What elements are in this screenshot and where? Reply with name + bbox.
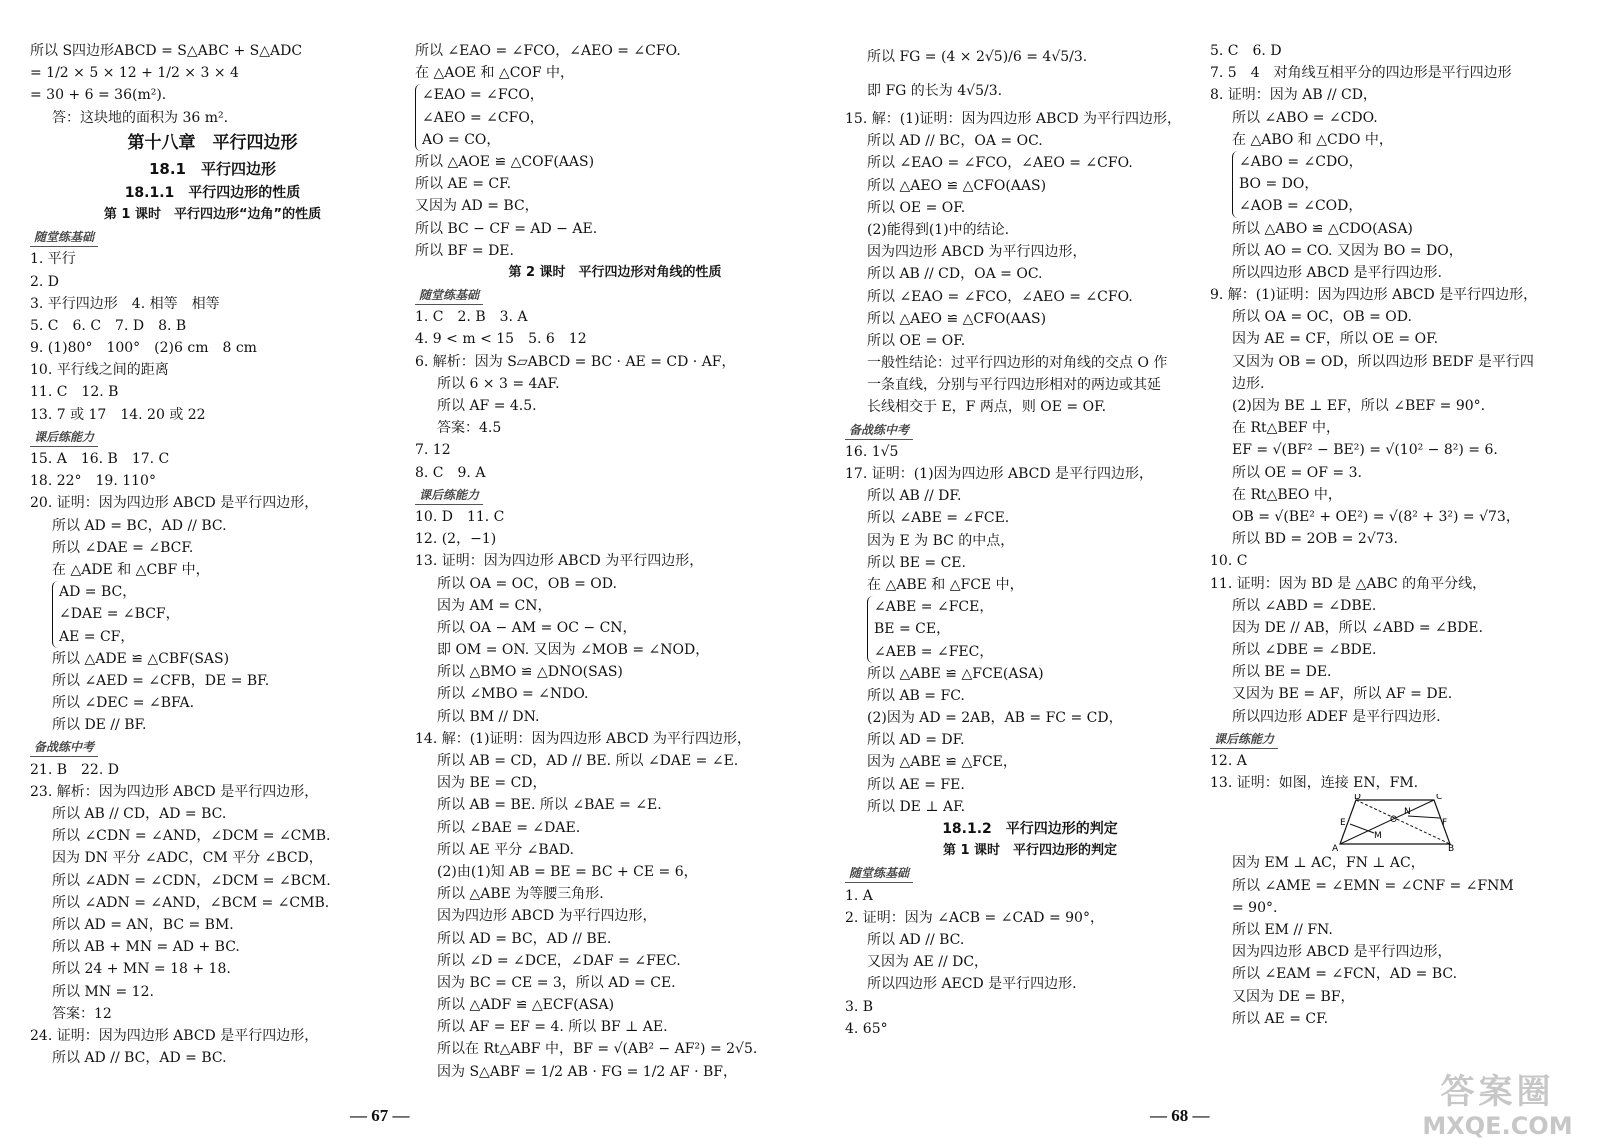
text-line: EF = √(BF² − BE²) = √(10² − 8²) = 6. <box>1232 442 1498 459</box>
text-line: 15. 解：(1)证明：因为四边形 ABCD 为平行四边形， <box>845 111 1182 127</box>
page-number-68: — 68 — <box>1150 1106 1210 1125</box>
text-line: 所以 S四边形ABCD = S△ABC + S△ADC <box>30 43 303 59</box>
text-line: 10. D 11. C <box>415 508 505 525</box>
text-line: 24. 证明：因为四边形 ABCD 是平行四边形， <box>30 1027 319 1044</box>
text-line: 因为四边形 ABCD 为平行四边形， <box>437 908 657 925</box>
text-line: 13. 证明：如图，连接 EN，FM. <box>1210 775 1419 792</box>
text-line: 又因为 BE = AF，所以 AF = DE. <box>1232 686 1453 703</box>
answer-list <box>30 248 395 426</box>
label-c: C <box>1436 794 1443 803</box>
text-line: 4. 9 < m < 15 5. 6 12 <box>415 331 587 348</box>
answer-list <box>30 759 395 1070</box>
label-f: F <box>1442 818 1448 829</box>
band-label: 课后练能力 <box>30 428 98 447</box>
text-line: 所以 DE ⊥ AF. <box>867 798 966 815</box>
text-line: 所以 OE = OF. <box>867 332 966 349</box>
text-line: 所以 BC − CF = AD − AE. <box>415 220 598 237</box>
section-title: 18.1 平行四边形 <box>148 159 276 178</box>
text-line: 16. 1√5 <box>845 443 899 460</box>
label-a: A <box>1332 844 1339 853</box>
text-line: 所以 BF = DE. <box>415 242 514 259</box>
label-d: D <box>1354 794 1361 803</box>
text-line: 所以 AD = AN，BC = BM. <box>52 916 234 933</box>
text-line: 9. (1)80° 100° (2)6 cm 8 cm <box>30 340 257 357</box>
text-line: 所以 △ABE ≌ △FCE(ASA) <box>867 665 1044 682</box>
text-line: 因为 BE = CD， <box>437 775 547 792</box>
text-line: 所以 ∠ABD = ∠DBE. <box>1232 597 1377 614</box>
text-line: 12. A <box>1210 753 1247 769</box>
text-line: 所以 OA = OC，OB = OD. <box>1232 309 1412 326</box>
text-line: 长线相交于 E，F 两点，则 OE = OF. <box>867 399 1107 416</box>
text-line: 又因为 AD = BC， <box>415 198 539 215</box>
text-line: 11. C 12. B <box>30 384 119 401</box>
band-label: 随堂练基础 <box>30 228 98 247</box>
text-line: 9. 解：(1)证明：因为四边形 ABCD 是平行四边形， <box>1210 287 1538 304</box>
label-e: E <box>1340 818 1346 829</box>
text-line: ∠AOB = ∠COD， <box>1239 198 1363 215</box>
text-line: 因为 AM = CN， <box>437 597 552 614</box>
text-line: 所以 ∠ADN = ∠AND，∠BCM = ∠CMB. <box>52 894 330 911</box>
text-line: 所以四边形 ABCD 是平行四边形. <box>1232 264 1442 281</box>
text-line: 所以 ∠ABO = ∠CDO. <box>1232 109 1378 126</box>
text-line: 在 △ABE 和 △FCE 中， <box>867 576 1024 593</box>
text-line: 因为四边形 ABCD 是平行四边形， <box>1232 944 1452 961</box>
text-line: = 30 + 6 = 36(m²). <box>30 87 167 104</box>
text-line: 3. B <box>845 998 874 1015</box>
text-line: 所以 OE = OF = 3. <box>1232 464 1362 481</box>
answer-list <box>415 151 815 262</box>
text-line: 8. C 9. A <box>415 464 486 481</box>
text-line: 14. 解：(1)证明：因为四边形 ABCD 为平行四边形， <box>415 730 752 747</box>
text-line: 又因为 DE = BF， <box>1232 988 1355 1005</box>
text-line: 因为 BC = CE = 3，所以 AD = CE. <box>437 974 676 991</box>
text-line: 所以 △BMO ≌ △DNO(SAS) <box>437 664 623 681</box>
answer-list <box>415 40 815 84</box>
text-line: 所以 AE = FE. <box>867 776 965 793</box>
text-line: ∠DAE = ∠BCF， <box>59 606 180 623</box>
text-line: 18. 22° 19. 110° <box>30 473 156 490</box>
text-line: 所以 DE // BF. <box>52 717 147 734</box>
text-line: 所以 AD // BC. <box>867 931 965 948</box>
text-line: 所以四边形 ADEF 是平行四边形. <box>1232 708 1441 725</box>
text-line: (2)由(1)知 AB = BE = BC + CE = 6， <box>437 863 698 880</box>
text-line: 所以 OE = OF. <box>867 199 966 216</box>
text-line: 一条直线，分别与平行四边形相对的两边或其延 <box>867 377 1161 394</box>
watermark-line2: MXQE.COM <box>1422 1112 1573 1140</box>
section-title: 18.1.2 平行四边形的判定 <box>942 821 1118 837</box>
segment-fn <box>1408 816 1440 818</box>
page68-column-left <box>845 40 1215 1040</box>
text-line: 所以 AF = 4.5. <box>437 398 537 414</box>
lesson-title: 第 1 课时 平行四边形的判定 <box>942 843 1118 859</box>
band-label: 备战练中考 <box>30 738 98 757</box>
page68-column-right <box>1210 40 1580 1030</box>
label-m: M <box>1374 831 1382 842</box>
text-line: 所以 BM // DN. <box>437 708 540 725</box>
text-line: = 90°. <box>1232 899 1278 916</box>
answer-list <box>30 648 395 737</box>
text-line: 所以 ∠ADN = ∠CDN，∠DCM = ∠BCM. <box>52 872 331 889</box>
text-line: 在 Rt△BEO 中， <box>1232 486 1342 503</box>
text-line: 边形. <box>1232 375 1265 392</box>
text-line: 所以 BE = CE. <box>867 554 966 571</box>
segment-em <box>1350 824 1374 833</box>
text-line: 15. A 16. B 17. C <box>30 451 170 467</box>
text-line: ∠EAO = ∠FCO， <box>422 87 544 104</box>
text-line: 所以 AB // CD，OA = OC. <box>867 266 1043 283</box>
condition-brace <box>867 596 1215 663</box>
label-o: O <box>1390 815 1398 826</box>
text-line: 7. 5 4 对角线互相平分的四边形是平行四边形 <box>1210 65 1512 82</box>
text-line: 所以 AE = CF. <box>415 176 512 193</box>
text-line: 所以 ∠D = ∠DCE，∠DAF = ∠FEC. <box>437 952 681 969</box>
text-line: 所以 AB + MN = AD + BC. <box>52 939 240 956</box>
text-line: ∠ABO = ∠CDO， <box>1239 153 1363 170</box>
text-line: 7. 12 <box>415 442 451 459</box>
text-line: 所以 ∠MBO = ∠NDO. <box>437 686 589 703</box>
text-line: 5. C 6. D <box>1210 43 1282 59</box>
text-line: 所以 ∠CDN = ∠AND，∠DCM = ∠CMB. <box>52 828 331 845</box>
text-line: 11. 证明：因为 BD 是 △ABC 的角平分线， <box>1210 575 1487 592</box>
text-line: 6. 解析：因为 S▱ABCD = BC · AE = CD · AF， <box>415 353 736 370</box>
text-line: 20. 证明：因为四边形 ABCD 是平行四边形， <box>30 495 319 512</box>
text-line: 所以 AE = CF. <box>1232 1010 1329 1027</box>
text-line: 所以 ∠DAE = ∠BCF. <box>52 539 194 556</box>
text-line: 所以 OA − AM = OC − CN， <box>437 619 637 636</box>
text-line: 所以 ∠EAO = ∠FCO，∠AEO = ∠CFO. <box>867 288 1133 305</box>
text-line: 一般性结论：过平行四边形的对角线的交点 O 作 <box>867 355 1168 372</box>
page-number-value: 67 <box>371 1106 389 1125</box>
text-line: 答案：4.5 <box>437 420 502 437</box>
watermark-logo <box>1405 1072 1590 1142</box>
text-line: 所以 ∠EAO = ∠FCO，∠AEO = ∠CFO. <box>867 155 1133 172</box>
text-line: 所以 △ADE ≌ △CBF(SAS) <box>52 650 230 667</box>
text-line: 答：这块地的面积为 36 m². <box>52 109 229 126</box>
answer-list <box>1210 40 1580 151</box>
page-number-value: 68 <box>1171 1106 1189 1125</box>
text-line: 23. 解析：因为四边形 ABCD 是平行四边形， <box>30 783 319 800</box>
answer-list <box>1210 218 1580 728</box>
text-line: 所以 △AEO ≌ △CFO(AAS) <box>867 177 1047 194</box>
text-line: 10. C <box>1210 553 1248 570</box>
text-line: 因为 S△ABF = 1/2 AB · FG = 1/2 AF · BF， <box>437 1063 737 1080</box>
answer-list <box>1210 750 1580 794</box>
text-line: BO = DO， <box>1239 176 1319 193</box>
condition-brace <box>415 84 815 151</box>
text-line: 所以 △ADF ≌ △ECF(ASA) <box>437 997 615 1014</box>
band-label: 随堂练基础 <box>415 286 483 305</box>
text-line: 所以 △ABO ≌ △CDO(ASA) <box>1232 220 1413 237</box>
text-line: 所以 AB // CD，AD = BC. <box>52 806 227 822</box>
text-line: 在 △AOE 和 △COF 中， <box>415 65 575 82</box>
answer-list <box>845 40 1215 419</box>
text-line: 所以 ∠BAE = ∠DAE. <box>437 819 581 836</box>
text-line: 17. 证明：(1)因为四边形 ABCD 是平行四边形， <box>845 466 1154 482</box>
parallelogram-diagram <box>1330 794 1460 852</box>
text-line: 答案：12 <box>52 1005 112 1022</box>
text-line: 所以 ∠EAM = ∠FCN，AD = BC. <box>1232 966 1458 983</box>
text-line: OB = √(BE² + OE²) = √(8² + 3²) = √73， <box>1232 508 1520 525</box>
band-label: 随堂练基础 <box>845 864 913 883</box>
condition-brace <box>52 581 395 648</box>
text-line: 所以 FG = (4 × 2√5)/6 = 4√5/3. <box>867 49 1088 65</box>
text-line: 即 FG 的长为 4√5/3. <box>867 83 1003 99</box>
text-line: 所以 ∠AED = ∠CFB，DE = BF. <box>52 672 270 689</box>
text-line: 在 △ABO 和 △CDO 中， <box>1232 131 1393 148</box>
answer-list <box>1210 852 1580 1030</box>
band-label: 备战练中考 <box>845 421 913 440</box>
text-line: 所以 BD = 2OB = 2√73. <box>1232 531 1398 548</box>
text-line: 所以 AB = BE. 所以 ∠BAE = ∠E. <box>437 797 662 814</box>
text-line: 所以 △ABE 为等腰三角形. <box>437 886 604 903</box>
text-line: 因为 AE = CF，所以 OE = OF. <box>1232 331 1439 348</box>
text-line: 所以 AB = CD，AD // BE. 所以 ∠DAE = ∠E. <box>437 753 739 769</box>
answer-list <box>415 306 815 484</box>
text-line: 所以 AB // DF. <box>867 488 962 505</box>
text-line: (2)因为 AD = 2AB，AB = FC = CD， <box>867 710 1123 727</box>
text-line: 所以 AD = BC，AD // BC. <box>52 517 227 534</box>
chapter-title: 第十八章 平行四边形 <box>127 132 298 153</box>
text-line: 即 OM = ON. 又因为 ∠MOB = ∠NOD， <box>437 642 710 659</box>
text-line: ∠AEO = ∠CFO， <box>422 109 544 126</box>
text-line: 2. D <box>30 273 60 290</box>
text-line: 在 Rt△BEF 中， <box>1232 420 1341 437</box>
text-line: = 1/2 × 5 × 12 + 1/2 × 3 × 4 <box>30 65 239 82</box>
text-line: 所以 6 × 3 = 4AF. <box>437 375 560 392</box>
text-line: 所以 ∠DEC = ∠BFA. <box>52 695 195 712</box>
answer-list <box>845 885 1215 1040</box>
lines-a <box>30 40 395 129</box>
text-line: 所以 AD = DF. <box>867 732 965 749</box>
answer-list <box>845 441 1215 596</box>
text-line: 8. 证明：因为 AB // CD， <box>1210 87 1377 104</box>
text-line: 所以 24 + MN = 18 + 18. <box>52 961 231 978</box>
text-line: 所以在 Rt△ABF 中，BF = √(AB² − AF²) = 2√5. <box>437 1041 758 1058</box>
page67-column-right <box>415 40 815 1083</box>
text-line: 所以 AD = BC，AD // BE. <box>437 930 612 947</box>
subsection-title: 18.1.1 平行四边形的性质 <box>124 184 301 201</box>
label-n: N <box>1404 807 1411 818</box>
text-line: ∠AEB = ∠FEC， <box>874 643 994 660</box>
text-line: 1. C 2. B 3. A <box>415 309 528 326</box>
text-line: 所以 MN = 12. <box>52 983 154 1000</box>
page-number-67: — 67 — <box>350 1106 410 1125</box>
condition-brace <box>1232 151 1580 218</box>
watermark-line1: 答案圈 <box>1440 1072 1555 1112</box>
text-line: 5. C 6. C 7. D 8. B <box>30 317 187 334</box>
text-line: 所以 AB = FC. <box>867 687 965 704</box>
text-line: 所以 ∠ABE = ∠FCE. <box>867 510 1010 527</box>
text-line: 所以 BE = DE. <box>1232 664 1332 681</box>
text-line: 所以四边形 AECD 是平行四边形. <box>867 976 1077 993</box>
text-line: (2)因为 BE ⊥ EF，所以 ∠BEF = 90°. <box>1232 398 1486 414</box>
text-line: AE = CF， <box>59 628 135 645</box>
lesson-title: 第 2 课时 平行四边形对角线的性质 <box>508 264 722 280</box>
text-line: 所以 ∠DBE = ∠BDE. <box>1232 642 1377 659</box>
band-label: 课后练能力 <box>1210 730 1278 749</box>
text-line: ∠ABE = ∠FCE， <box>874 599 994 616</box>
text-line: 因为 △ABE ≌ △FCE， <box>867 754 1017 771</box>
text-line: 所以 ∠EAO = ∠FCO，∠AEO = ∠CFO. <box>415 43 681 59</box>
text-line: 在 △ADE 和 △CBF 中， <box>52 561 210 578</box>
answer-list <box>415 506 815 1083</box>
text-line: BE = CE， <box>874 621 951 638</box>
text-line: 又因为 AE // DC， <box>867 954 989 971</box>
text-line: 21. B 22. D <box>30 761 119 778</box>
text-line: 3. 平行四边形 4. 相等 相等 <box>30 295 220 312</box>
text-line: 所以 AD // BC，OA = OC. <box>867 133 1043 150</box>
text-line: 10. 平行线之间的距离 <box>30 362 169 379</box>
answer-list <box>30 448 395 581</box>
text-line: 4. 65° <box>845 1020 888 1037</box>
text-line: 因为 DN 平分 ∠ADC，CM 平分 ∠BCD， <box>52 850 323 867</box>
text-line: 2. 证明：因为 ∠ACB = ∠CAD = 90°， <box>845 909 1104 926</box>
text-line: 所以 △AEO ≌ △CFO(AAS) <box>867 310 1047 327</box>
parallelogram-figure <box>1210 794 1580 852</box>
text-line: (2)能得到(1)中的结论. <box>867 221 1010 238</box>
label-b: B <box>1448 844 1455 853</box>
lesson-title: 第 1 课时 平行四边形“边角”的性质 <box>103 206 322 222</box>
text-line: 所以 EM // FN. <box>1232 921 1333 938</box>
text-line: 所以 ∠AME = ∠EMN = ∠CNF = ∠FNM <box>1232 877 1514 894</box>
answer-list <box>845 663 1215 818</box>
text-line: 12. (2，−1) <box>415 531 497 548</box>
text-line: 13. 证明：因为四边形 ABCD 为平行四边形， <box>415 553 704 570</box>
text-line: 因为四边形 ABCD 为平行四边形， <box>867 244 1087 261</box>
text-line: 所以 AF = EF = 4. 所以 BF ⊥ AE. <box>437 1019 668 1036</box>
page67-column-left <box>30 40 395 1069</box>
text-line: 所以 AD // BC，AD = BC. <box>52 1050 227 1067</box>
text-line: 所以 AO = CO. 又因为 BO = DO， <box>1232 242 1463 259</box>
text-line: 所以 AE 平分 ∠BAD. <box>437 841 574 858</box>
band-label: 课后练能力 <box>415 486 483 505</box>
text-line: 1. A <box>845 887 873 904</box>
text-line: 所以 △AOE ≌ △COF(AAS) <box>415 153 595 170</box>
text-line: 13. 7 或 17 14. 20 或 22 <box>30 406 206 423</box>
text-line: 因为 EM ⊥ AC，FN ⊥ AC， <box>1232 855 1425 872</box>
text-line: 又因为 OB = OD，所以四边形 BEDF 是平行四 <box>1232 353 1534 370</box>
text-line: 1. 平行 <box>30 251 76 268</box>
text-line: AD = BC， <box>59 584 137 601</box>
text-line: 因为 E 为 BC 的中点， <box>867 532 1015 549</box>
text-line: 所以 OA = OC，OB = OD. <box>437 575 617 592</box>
text-line: 因为 DE // AB，所以 ∠ABD = ∠BDE. <box>1232 619 1483 636</box>
text-line: AO = CO， <box>422 131 501 148</box>
